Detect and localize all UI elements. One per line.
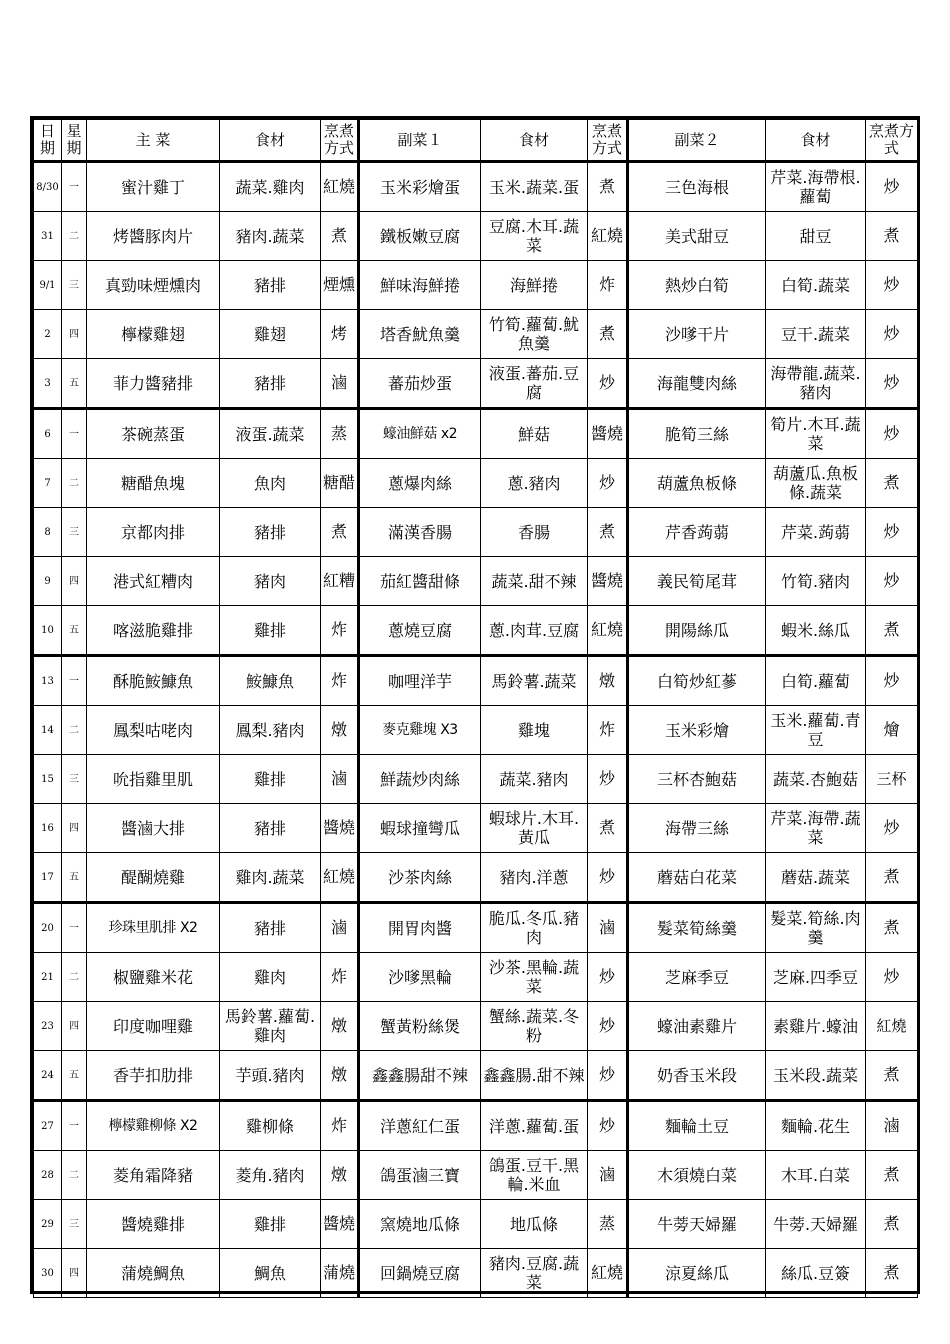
main-ingredients: 雞柳條 — [220, 1101, 321, 1151]
side2-cook: 炒 — [866, 557, 918, 606]
side2-ingredients: 芹菜.海帶根.蘿蔔 — [766, 162, 866, 212]
side2-dish: 牛蒡天婦羅 — [628, 1200, 766, 1249]
side1-dish: 蝦球撞彎瓜 — [359, 804, 481, 853]
weekday-cell: 一 — [62, 903, 87, 953]
side2-dish: 奶香玉米段 — [628, 1051, 766, 1101]
side1-cook: 醬燒 — [588, 409, 628, 459]
side1-dish: 鐵板嫩豆腐 — [359, 212, 481, 261]
side1-ingredients: 馬鈴薯.蔬菜 — [481, 656, 588, 706]
date-cell: 28 — [34, 1151, 62, 1200]
main-cook: 滷 — [321, 359, 359, 409]
side1-ingredients: 洋蔥.蘿蔔.蛋 — [481, 1101, 588, 1151]
side2-dish: 芹香蒟蒻 — [628, 508, 766, 557]
side1-ingredients: 蟹絲.蔬菜.冬粉 — [481, 1002, 588, 1051]
side2-cook: 煮 — [866, 853, 918, 903]
side1-dish: 塔香魷魚羹 — [359, 310, 481, 359]
main-cook: 燉 — [321, 1051, 359, 1101]
table-row — [34, 261, 918, 310]
header-main-cook: 烹煮方式 — [321, 120, 359, 162]
table-row — [34, 1051, 918, 1101]
side1-dish: 沙茶肉絲 — [359, 853, 481, 903]
main-cook: 炸 — [321, 656, 359, 706]
side1-dish: 麥克雞塊 X3 — [359, 706, 481, 755]
menu-sheet — [30, 116, 920, 1294]
main-ingredients: 豬肉 — [220, 557, 321, 606]
side2-ingredients: 竹筍.豬肉 — [766, 557, 866, 606]
side2-cook: 煮 — [866, 606, 918, 656]
side2-cook: 煮 — [866, 903, 918, 953]
main-ingredients: 豬排 — [220, 359, 321, 409]
side1-ingredients: 香腸 — [481, 508, 588, 557]
date-cell: 17 — [34, 853, 62, 903]
side1-cook: 燉 — [588, 656, 628, 706]
table-row — [34, 953, 918, 1002]
side2-ingredients: 筍片.木耳.蔬菜 — [766, 409, 866, 459]
side2-cook: 炒 — [866, 656, 918, 706]
main-dish: 港式紅糟肉 — [87, 557, 220, 606]
side2-ingredients: 白筍.蘿蔔 — [766, 656, 866, 706]
table-row — [34, 508, 918, 557]
date-cell: 6 — [34, 409, 62, 459]
side1-ingredients: 蔥.豬肉 — [481, 459, 588, 508]
side1-cook: 炒 — [588, 359, 628, 409]
main-cook: 烤 — [321, 310, 359, 359]
side2-dish: 海龍雙肉絲 — [628, 359, 766, 409]
date-cell: 31 — [34, 212, 62, 261]
weekday-cell: 二 — [62, 212, 87, 261]
table-row — [34, 1200, 918, 1249]
main-cook: 糖醋 — [321, 459, 359, 508]
table-row — [34, 853, 918, 903]
side2-ingredients: 芹菜.蒟蒻 — [766, 508, 866, 557]
side2-ingredients: 豆干.蔬菜 — [766, 310, 866, 359]
main-cook: 煮 — [321, 508, 359, 557]
side2-dish: 沙嗲干片 — [628, 310, 766, 359]
side2-dish: 涼夏絲瓜 — [628, 1249, 766, 1298]
main-dish: 檸檬雞翅 — [87, 310, 220, 359]
header-side1: 副菜１ — [359, 120, 481, 162]
side1-cook: 炸 — [588, 261, 628, 310]
side2-ingredients: 葫蘆瓜.魚板條.蔬菜 — [766, 459, 866, 508]
main-ingredients: 豬肉.蔬菜 — [220, 212, 321, 261]
weekday-cell: 一 — [62, 409, 87, 459]
side2-ingredients: 芹菜.海帶.蔬菜 — [766, 804, 866, 853]
date-cell: 15 — [34, 755, 62, 804]
side1-ingredients: 豬肉.洋蔥 — [481, 853, 588, 903]
weekday-cell: 一 — [62, 1101, 87, 1151]
side1-cook: 醬燒 — [588, 557, 628, 606]
side2-cook: 煮 — [866, 459, 918, 508]
side1-dish: 蔥爆肉絲 — [359, 459, 481, 508]
side1-dish: 蠔油鮮菇 x2 — [359, 409, 481, 459]
side2-cook: 炒 — [866, 409, 918, 459]
table-row — [34, 212, 918, 261]
main-ingredients: 雞排 — [220, 755, 321, 804]
table-row — [34, 804, 918, 853]
side2-ingredients: 絲瓜.豆簽 — [766, 1249, 866, 1298]
main-ingredients: 鮟鱇魚 — [220, 656, 321, 706]
side1-cook: 滷 — [588, 1151, 628, 1200]
side2-ingredients: 海帶龍.蔬菜.豬肉 — [766, 359, 866, 409]
side2-ingredients: 蘑菇.蔬菜 — [766, 853, 866, 903]
main-ingredients: 雞肉 — [220, 953, 321, 1002]
side1-cook: 炒 — [588, 1051, 628, 1101]
header-main-ingredients: 食材 — [220, 120, 321, 162]
menu-rows — [34, 162, 918, 1298]
main-ingredients: 鯛魚 — [220, 1249, 321, 1298]
main-cook: 蒲燒 — [321, 1249, 359, 1298]
side1-cook: 紅燒 — [588, 212, 628, 261]
side1-cook: 炒 — [588, 459, 628, 508]
main-dish: 菲力醬豬排 — [87, 359, 220, 409]
weekday-cell: 二 — [62, 953, 87, 1002]
weekday-cell: 三 — [62, 508, 87, 557]
date-cell: 9 — [34, 557, 62, 606]
weekday-cell: 二 — [62, 1151, 87, 1200]
table-row — [34, 162, 918, 212]
main-dish: 糖醋魚塊 — [87, 459, 220, 508]
weekday-cell: 一 — [62, 162, 87, 212]
header-row — [34, 120, 918, 162]
main-ingredients: 豬排 — [220, 508, 321, 557]
header-date: 日期 — [34, 120, 62, 162]
side1-cook: 炒 — [588, 953, 628, 1002]
side2-dish: 木須燒白菜 — [628, 1151, 766, 1200]
main-dish: 京都肉排 — [87, 508, 220, 557]
side2-cook: 炒 — [866, 162, 918, 212]
side2-dish: 麵輪土豆 — [628, 1101, 766, 1151]
side1-dish: 鮮味海鮮捲 — [359, 261, 481, 310]
weekday-cell: 四 — [62, 1249, 87, 1298]
table-row — [34, 310, 918, 359]
table-row — [34, 459, 918, 508]
side1-cook: 煮 — [588, 804, 628, 853]
main-ingredients: 豬排 — [220, 903, 321, 953]
side2-ingredients: 甜豆 — [766, 212, 866, 261]
table-row — [34, 1101, 918, 1151]
side2-ingredients: 素雞片.蠔油 — [766, 1002, 866, 1051]
side2-dish: 白筍炒紅蔘 — [628, 656, 766, 706]
side1-ingredients: 鴿蛋.豆干.黑輪.米血 — [481, 1151, 588, 1200]
weekday-cell: 五 — [62, 606, 87, 656]
table-row — [34, 1002, 918, 1051]
date-cell: 30 — [34, 1249, 62, 1298]
main-dish: 菱角霜降豬 — [87, 1151, 220, 1200]
header-side2: 副菜２ — [628, 120, 766, 162]
side1-cook: 煮 — [588, 508, 628, 557]
weekday-cell: 四 — [62, 310, 87, 359]
side2-ingredients: 牛蒡.天婦羅 — [766, 1200, 866, 1249]
side2-ingredients: 木耳.白菜 — [766, 1151, 866, 1200]
main-dish: 醬燒雞排 — [87, 1200, 220, 1249]
weekday-cell: 三 — [62, 755, 87, 804]
side1-ingredients: 沙茶.黑輪.蔬菜 — [481, 953, 588, 1002]
weekday-cell: 三 — [62, 261, 87, 310]
weekday-cell: 五 — [62, 1051, 87, 1101]
side2-dish: 玉米彩燴 — [628, 706, 766, 755]
side1-dish: 鮮蔬炒肉絲 — [359, 755, 481, 804]
main-cook: 煮 — [321, 212, 359, 261]
side2-dish: 三杯杏鮑菇 — [628, 755, 766, 804]
side1-dish: 洋蔥紅仁蛋 — [359, 1101, 481, 1151]
main-dish: 椒鹽雞米花 — [87, 953, 220, 1002]
side2-cook: 炒 — [866, 359, 918, 409]
main-ingredients: 馬鈴薯.蘿蔔.雞肉 — [220, 1002, 321, 1051]
side2-cook: 炒 — [866, 310, 918, 359]
side2-ingredients: 玉米段.蔬菜 — [766, 1051, 866, 1101]
side1-dish: 茄紅醬甜條 — [359, 557, 481, 606]
side2-ingredients: 麵輪.花生 — [766, 1101, 866, 1151]
main-cook: 蒸 — [321, 409, 359, 459]
weekday-cell: 三 — [62, 1200, 87, 1249]
date-cell: 27 — [34, 1101, 62, 1151]
main-cook: 炸 — [321, 953, 359, 1002]
side1-cook: 炒 — [588, 853, 628, 903]
side1-cook: 炸 — [588, 706, 628, 755]
side2-dish: 蠔油素雞片 — [628, 1002, 766, 1051]
main-dish: 茶碗蒸蛋 — [87, 409, 220, 459]
side1-dish: 鑫鑫腸甜不辣 — [359, 1051, 481, 1101]
side1-dish: 咖哩洋芋 — [359, 656, 481, 706]
main-dish: 吮指雞里肌 — [87, 755, 220, 804]
side1-ingredients: 蔬菜.甜不辣 — [481, 557, 588, 606]
side1-ingredients: 鮮菇 — [481, 409, 588, 459]
side2-ingredients: 白筍.蔬菜 — [766, 261, 866, 310]
main-ingredients: 豬排 — [220, 804, 321, 853]
main-ingredients: 鳳梨.豬肉 — [220, 706, 321, 755]
side1-ingredients: 玉米.蔬菜.蛋 — [481, 162, 588, 212]
side2-cook: 煮 — [866, 1151, 918, 1200]
side2-cook: 煮 — [866, 1051, 918, 1101]
table-row — [34, 359, 918, 409]
side2-dish: 美式甜豆 — [628, 212, 766, 261]
side2-dish: 開陽絲瓜 — [628, 606, 766, 656]
main-ingredients: 魚肉 — [220, 459, 321, 508]
header-side2-cook: 烹煮方式 — [866, 120, 918, 162]
main-cook: 炸 — [321, 606, 359, 656]
side2-cook: 三杯 — [866, 755, 918, 804]
date-cell: 23 — [34, 1002, 62, 1051]
side1-dish: 滿漢香腸 — [359, 508, 481, 557]
table-row — [34, 706, 918, 755]
side1-cook: 炒 — [588, 1101, 628, 1151]
main-dish: 珍珠里肌排 X2 — [87, 903, 220, 953]
main-cook: 醬燒 — [321, 1200, 359, 1249]
date-cell: 20 — [34, 903, 62, 953]
side2-ingredients: 芝麻.四季豆 — [766, 953, 866, 1002]
side2-dish: 芝麻季豆 — [628, 953, 766, 1002]
main-cook: 滷 — [321, 903, 359, 953]
table-row — [34, 1249, 918, 1298]
table-row — [34, 903, 918, 953]
side1-dish: 蕃茄炒蛋 — [359, 359, 481, 409]
main-cook: 滷 — [321, 755, 359, 804]
side2-dish: 熱炒白筍 — [628, 261, 766, 310]
side1-ingredients: 鑫鑫腸.甜不辣 — [481, 1051, 588, 1101]
side2-dish: 蘑菇白花菜 — [628, 853, 766, 903]
main-ingredients: 雞翅 — [220, 310, 321, 359]
date-cell: 8/30 — [34, 162, 62, 212]
side2-cook: 煮 — [866, 1200, 918, 1249]
main-ingredients: 蔬菜.雞肉 — [220, 162, 321, 212]
main-ingredients: 菱角.豬肉 — [220, 1151, 321, 1200]
side1-dish: 開胃肉醬 — [359, 903, 481, 953]
side1-cook: 炒 — [588, 755, 628, 804]
side1-ingredients: 豬肉.豆腐.蔬菜 — [481, 1249, 588, 1298]
main-cook: 紅糟 — [321, 557, 359, 606]
menu-table — [33, 119, 918, 1298]
weekday-cell: 二 — [62, 706, 87, 755]
main-cook: 炸 — [321, 1101, 359, 1151]
side1-dish: 蟹黃粉絲煲 — [359, 1002, 481, 1051]
side2-cook: 煮 — [866, 212, 918, 261]
main-cook: 燉 — [321, 1151, 359, 1200]
main-dish: 喀滋脆雞排 — [87, 606, 220, 656]
side2-dish: 葫蘆魚板條 — [628, 459, 766, 508]
date-cell: 9/1 — [34, 261, 62, 310]
date-cell: 7 — [34, 459, 62, 508]
side2-cook: 炒 — [866, 508, 918, 557]
main-cook: 醬燒 — [321, 804, 359, 853]
date-cell: 2 — [34, 310, 62, 359]
side2-ingredients: 玉米.蘿蔔.青豆 — [766, 706, 866, 755]
date-cell: 29 — [34, 1200, 62, 1249]
side1-ingredients: 海鮮捲 — [481, 261, 588, 310]
side1-dish: 窯燒地瓜條 — [359, 1200, 481, 1249]
side2-cook: 煮 — [866, 1249, 918, 1298]
header-side2-ingredients: 食材 — [766, 120, 866, 162]
side1-cook: 蒸 — [588, 1200, 628, 1249]
weekday-cell: 四 — [62, 557, 87, 606]
main-dish: 鳳梨咕咾肉 — [87, 706, 220, 755]
main-dish: 烤醬豚肉片 — [87, 212, 220, 261]
header-side1-cook: 烹煮方式 — [588, 120, 628, 162]
side2-dish: 海帶三絲 — [628, 804, 766, 853]
date-cell: 8 — [34, 508, 62, 557]
side1-cook: 煮 — [588, 162, 628, 212]
side1-ingredients: 脆瓜.冬瓜.豬肉 — [481, 903, 588, 953]
date-cell: 16 — [34, 804, 62, 853]
side2-cook: 紅燒 — [866, 1002, 918, 1051]
header-side1-ingredients: 食材 — [481, 120, 588, 162]
date-cell: 13 — [34, 656, 62, 706]
side2-dish: 義民筍尾茸 — [628, 557, 766, 606]
weekday-cell: 四 — [62, 804, 87, 853]
table-row — [34, 557, 918, 606]
main-dish: 檸檬雞柳條 X2 — [87, 1101, 220, 1151]
side1-ingredients: 液蛋.蕃茄.豆腐 — [481, 359, 588, 409]
table-row — [34, 755, 918, 804]
side2-ingredients: 髮菜.筍絲.肉羹 — [766, 903, 866, 953]
date-cell: 21 — [34, 953, 62, 1002]
side1-ingredients: 蔥.肉茸.豆腐 — [481, 606, 588, 656]
side1-dish: 蔥燒豆腐 — [359, 606, 481, 656]
side1-ingredients: 蔬菜.豬肉 — [481, 755, 588, 804]
main-dish: 印度咖哩雞 — [87, 1002, 220, 1051]
side1-dish: 玉米彩燴蛋 — [359, 162, 481, 212]
side1-ingredients: 蝦球片.木耳.黃瓜 — [481, 804, 588, 853]
side1-cook: 滷 — [588, 903, 628, 953]
side1-ingredients: 豆腐.木耳.蔬菜 — [481, 212, 588, 261]
side2-dish: 脆筍三絲 — [628, 409, 766, 459]
table-row — [34, 606, 918, 656]
date-cell: 14 — [34, 706, 62, 755]
side1-cook: 煮 — [588, 310, 628, 359]
weekday-cell: 二 — [62, 459, 87, 508]
table-row — [34, 656, 918, 706]
main-dish: 蜜汁雞丁 — [87, 162, 220, 212]
date-cell: 3 — [34, 359, 62, 409]
main-dish: 醬滷大排 — [87, 804, 220, 853]
main-ingredients: 雞排 — [220, 606, 321, 656]
header-main: 主 菜 — [87, 120, 220, 162]
side1-dish: 回鍋燒豆腐 — [359, 1249, 481, 1298]
side2-cook: 炒 — [866, 953, 918, 1002]
main-dish: 醍醐燒雞 — [87, 853, 220, 903]
header-weekday: 星期 — [62, 120, 87, 162]
side2-dish: 髮菜筍絲羹 — [628, 903, 766, 953]
side2-cook: 燴 — [866, 706, 918, 755]
main-cook: 燉 — [321, 706, 359, 755]
table-row — [34, 1151, 918, 1200]
weekday-cell: 五 — [62, 359, 87, 409]
side1-ingredients: 雞塊 — [481, 706, 588, 755]
side2-ingredients: 蔬菜.杏鮑菇 — [766, 755, 866, 804]
main-ingredients: 芋頭.豬肉 — [220, 1051, 321, 1101]
side1-cook: 炒 — [588, 1002, 628, 1051]
main-dish: 香芋扣肋排 — [87, 1051, 220, 1101]
main-cook: 燉 — [321, 1002, 359, 1051]
side2-cook: 炒 — [866, 804, 918, 853]
main-cook: 紅燒 — [321, 162, 359, 212]
date-cell: 10 — [34, 606, 62, 656]
side2-dish: 三色海根 — [628, 162, 766, 212]
weekday-cell: 四 — [62, 1002, 87, 1051]
main-dish: 真勁味煙燻肉 — [87, 261, 220, 310]
main-cook: 煙燻 — [321, 261, 359, 310]
side1-cook: 紅燒 — [588, 1249, 628, 1298]
main-ingredients: 豬排 — [220, 261, 321, 310]
main-ingredients: 液蛋.蔬菜 — [220, 409, 321, 459]
main-ingredients: 雞排 — [220, 1200, 321, 1249]
main-dish: 酥脆鮟鱇魚 — [87, 656, 220, 706]
side2-cook: 滷 — [866, 1101, 918, 1151]
weekday-cell: 一 — [62, 656, 87, 706]
side1-ingredients: 竹筍.蘿蔔.魷魚羹 — [481, 310, 588, 359]
main-dish: 蒲燒鯛魚 — [87, 1249, 220, 1298]
side1-cook: 紅燒 — [588, 606, 628, 656]
weekday-cell: 五 — [62, 853, 87, 903]
date-cell: 24 — [34, 1051, 62, 1101]
side2-ingredients: 蝦米.絲瓜 — [766, 606, 866, 656]
main-cook: 紅燒 — [321, 853, 359, 903]
side2-cook: 炒 — [866, 261, 918, 310]
side1-ingredients: 地瓜條 — [481, 1200, 588, 1249]
side1-dish: 沙嗲黑輪 — [359, 953, 481, 1002]
table-row — [34, 409, 918, 459]
main-ingredients: 雞肉.蔬菜 — [220, 853, 321, 903]
side1-dish: 鴿蛋滷三寶 — [359, 1151, 481, 1200]
